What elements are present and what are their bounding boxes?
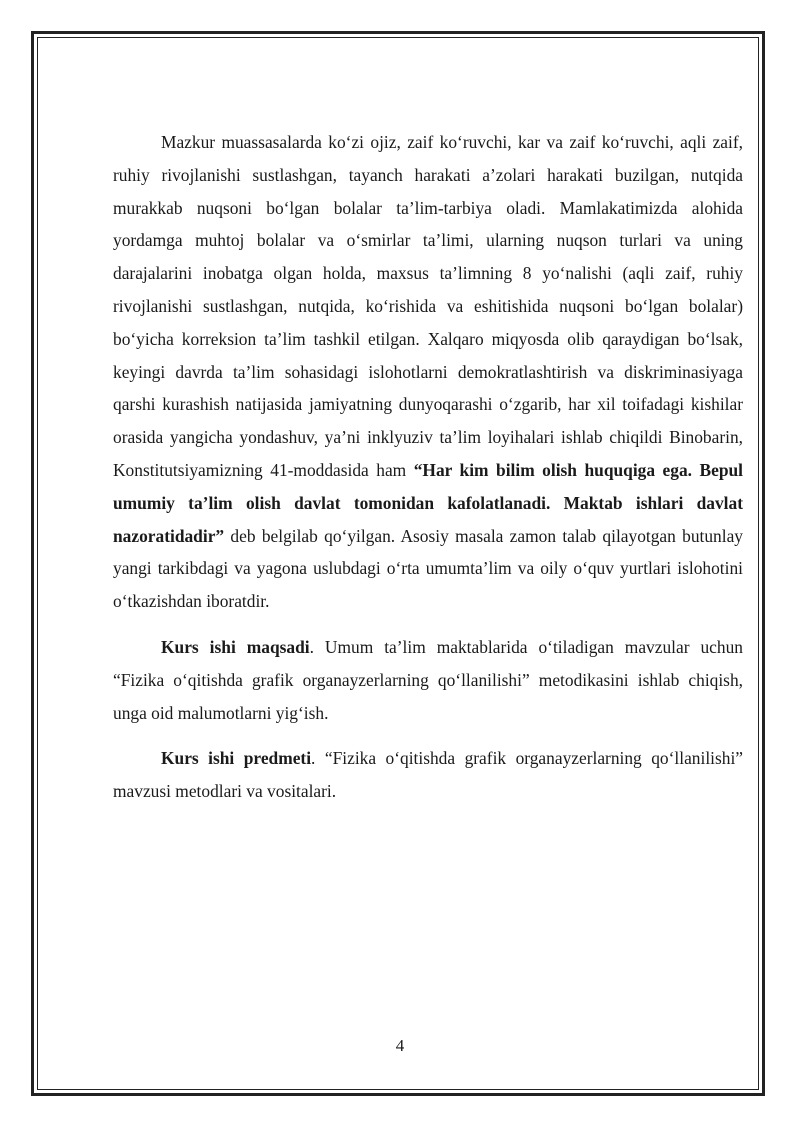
course-subject-text: . “Fizika o‘qitishda grafik organayzerlarning qo‘llanilishi” mavzusi metodlari va vositalari. [113,748,743,802]
paragraph-1 [113,126,743,618]
course-goal-text: . Umum ta’lim maktablarida o‘tiladigan mavzular uchun “Fizika o‘qitishda grafik organayzerlarning qo‘llanilishi” metodikasini ishlab chiqish, unga oid malumotlarni yig‘ish. [113,636,743,723]
paragraph-1-text-a: Mazkur muassasalarda ko‘zi ojiz, zaif ko‘ruvchi, kar va zaif ko‘ruvchi, aqli zaif, ruhiy rivojlanishi sustlashgan, tayanch harakati a’zolari harakati buzilgan, nutqida murakkab nuqsoni bo‘lgan bolalar ta’lim-tarbiya oladi. Mamlakatimizda alohida yordamga muhtoj bolalar va o‘smirlar ta’limi, ularning nuqson turlari va uning darajalarini inobatga olgan holda, maxsus ta’limning 8 yo‘nalishi (aqli zaif, ruhiy rivojlanishi sustlashgan, nutqida, ko‘rishida va eshitishida nuqsoni bo‘lgan bolalar) bo‘yicha korreksion ta’lim tashkil etilgan. Xalqaro miqyosda olib qaraydigan bo‘lsak, keyingi davrda ta’lim sohasidagi islohotlarni demokratlashtirish va diskriminasiyaga qarshi kurashish natijasida jamiyatning dunyoqarashi o‘zgarib, har xil toifadagi kishilar orasida yangicha yondashuv, ya’ni inklyuziv ta’lim loyihalari ishlab chiqildi Binobarin, Konstitutsiyamizning 41-moddasida ham [113,132,743,480]
course-goal-label: Kurs ishi maqsadi [161,636,310,657]
course-subject-label: Kurs ishi predmeti [161,748,312,769]
page-number: 4 [395,1036,405,1055]
paragraph-1-text-b: deb belgilab qo‘yilgan. Asosiy masala zamon talab qilayotgan butunlay yangi tarkibdagi va yagona uslubdagi o‘rta umumta’lim va oily o‘quv yurtlari islohotini o‘tkazishdan iboratdir. [113,525,743,612]
paragraph-course-goal [113,631,743,729]
paragraph-course-subject [113,742,743,808]
document-body [113,126,743,808]
constitution-quote: “Har kim bilim olish huquqiga ega. Bepul umumiy ta’lim olish davlat tomonidan kafolatlanadi. Maktab ishlari davlat nazoratidadir” [113,459,743,546]
